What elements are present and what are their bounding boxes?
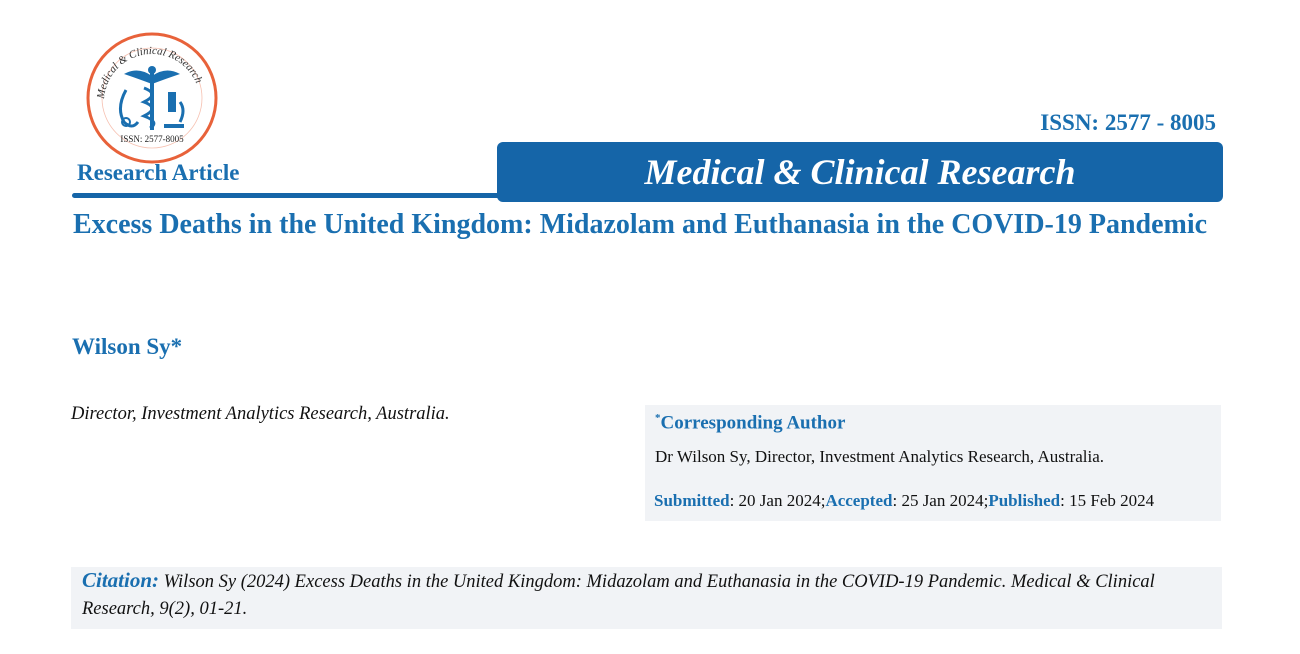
article-title: Excess Deaths in the United Kingdom: Midazolam and Euthanasia in the COVID-19 Pandemic	[73, 209, 1208, 240]
submitted-label: Submitted	[654, 491, 730, 510]
issn-label: ISSN: 2577 - 8005	[1040, 110, 1216, 135]
published-date: : 15 Feb 2024	[1060, 491, 1155, 510]
header-divider	[72, 193, 502, 198]
publication-dates	[654, 491, 1154, 511]
journal-seal-icon	[84, 30, 220, 166]
svg-text:Medical & Clinical Research: Medical & Clinical Research	[94, 44, 205, 100]
published-label: Published	[988, 491, 1061, 510]
corresponding-marker: *	[655, 412, 661, 424]
corresponding-author-heading	[655, 412, 845, 434]
submitted-date: : 20 Jan 2024;	[729, 491, 826, 510]
accepted-label: Accepted	[825, 491, 893, 510]
journal-name: Medical & Clinical Research	[644, 152, 1076, 192]
article-type-label: Research Article	[77, 160, 240, 185]
corresponding-heading-text: Corresponding Author	[660, 412, 846, 434]
journal-logo	[84, 30, 220, 166]
accepted-date: : 25 Jan 2024;	[892, 491, 989, 510]
journal-banner	[497, 142, 1223, 202]
author-affiliation: Director, Investment Analytics Research, Australia.	[71, 404, 450, 424]
corresponding-author-details: Dr Wilson Sy, Director, Investment Analytics Research, Australia.	[655, 447, 1105, 466]
citation	[82, 567, 1222, 623]
citation-text: Wilson Sy (2024) Excess Deaths in the United Kingdom: Midazolam and Euthanasia in the COVID-19 Pandemic. Medical & Clinical Research, 9(2), 01-21.	[82, 572, 1155, 619]
author-name: Wilson Sy*	[72, 334, 183, 359]
citation-label: Citation:	[82, 568, 160, 592]
svg-text:ISSN: 2577-8005: ISSN: 2577-8005	[120, 134, 184, 144]
